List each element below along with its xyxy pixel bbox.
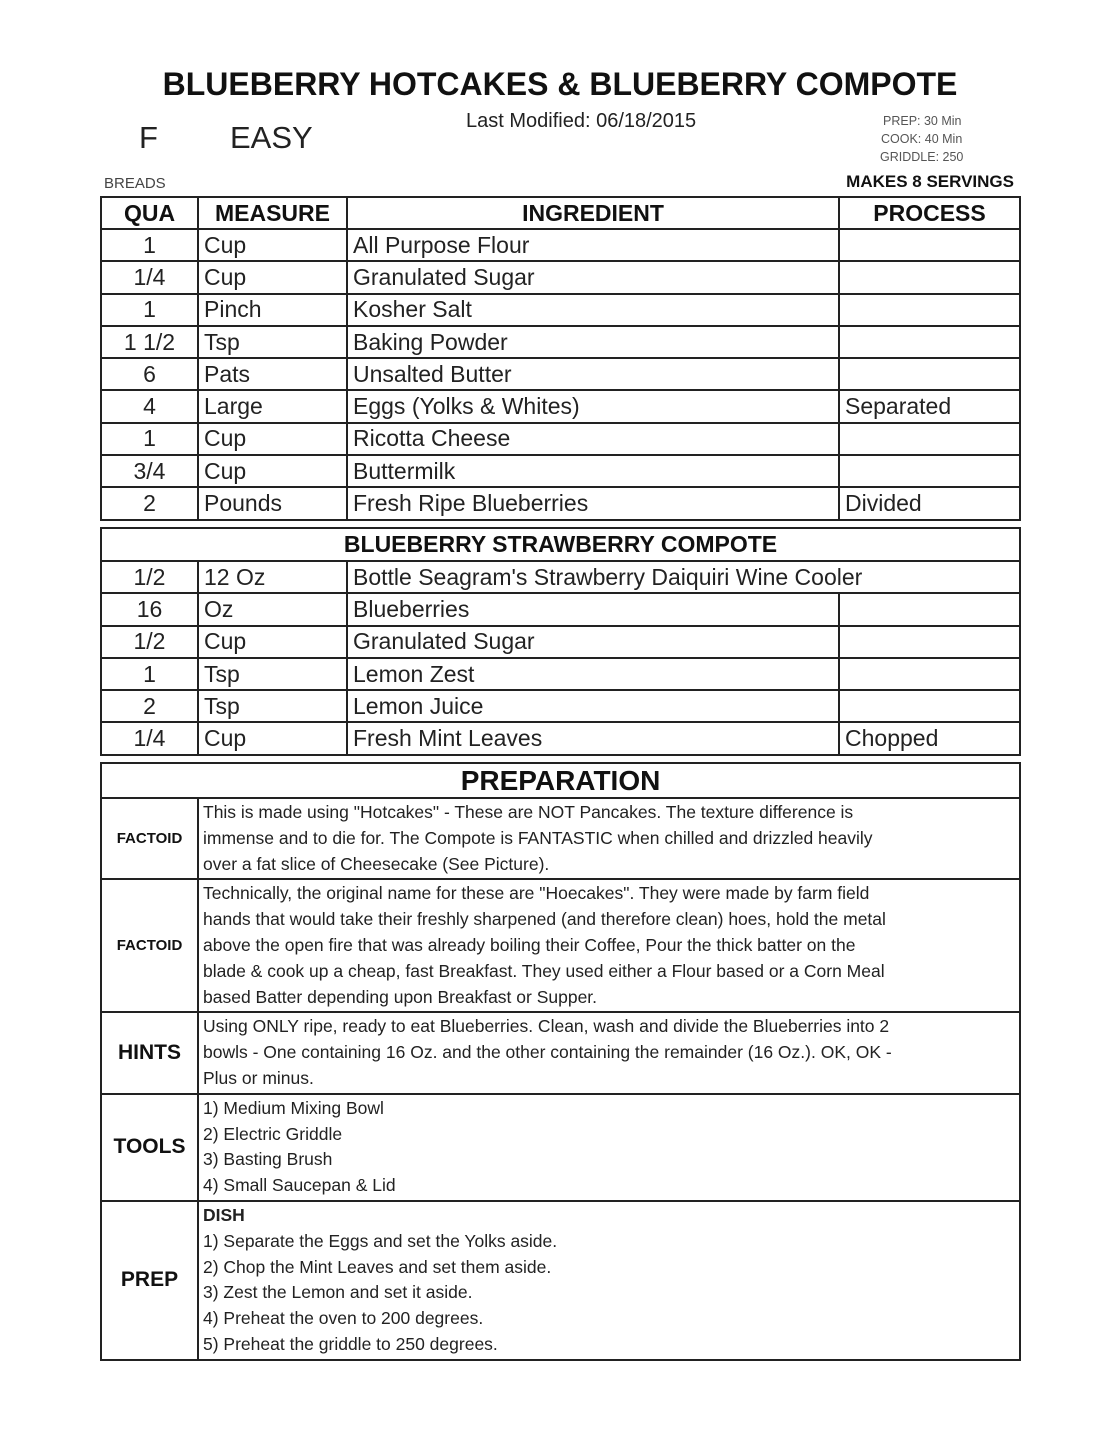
- preparation-title: PREPARATION: [101, 763, 1020, 798]
- griddle-temp: GRIDDLE: 250: [880, 150, 964, 164]
- ingredient-cell: Granulated Sugar: [347, 626, 839, 658]
- ingredient-cell: Fresh Ripe Blueberries: [347, 487, 839, 519]
- quantity-cell: 2: [101, 487, 198, 519]
- prep-step: 2) Chop the Mint Leaves and set them aside.: [203, 1256, 552, 1277]
- quantity-cell: 16: [101, 593, 198, 625]
- quantity-cell: 1: [101, 229, 198, 261]
- ingredient-cell: Kosher Salt: [347, 294, 839, 326]
- ingredient-cell: Unsalted Butter: [347, 358, 839, 390]
- table-row: [101, 593, 1020, 625]
- process-cell: [839, 626, 1020, 658]
- measure-cell: Oz: [198, 593, 347, 625]
- text-line: Technically, the original name for these are "Hoecakes". They were made by farm field: [203, 883, 870, 904]
- cook-time: COOK: 40 Min: [881, 132, 963, 146]
- process-cell: Divided: [839, 487, 1020, 519]
- ingredient-cell: Ricotta Cheese: [347, 423, 839, 455]
- ingredient-cell: Baking Powder: [347, 326, 839, 358]
- prep-step: 1) Separate the Eggs and set the Yolks aside.: [203, 1230, 558, 1251]
- compote-table: [100, 527, 1021, 756]
- text-line: Plus or minus.: [203, 1067, 314, 1088]
- ingredient-cell: Granulated Sugar: [347, 261, 839, 293]
- quantity-cell: 6: [101, 358, 198, 390]
- measure-cell: Tsp: [198, 658, 347, 690]
- tool-item: 1) Medium Mixing Bowl: [203, 1097, 384, 1118]
- prep-steps: [198, 1201, 1020, 1360]
- quantity-cell: 1: [101, 423, 198, 455]
- prep-label: PREP: [101, 1201, 198, 1360]
- preparation-table: [100, 762, 1021, 1361]
- quantity-cell: 1/2: [101, 561, 198, 593]
- factoid-row: [101, 798, 1020, 879]
- table-row: [101, 626, 1020, 658]
- table-row: [101, 722, 1020, 754]
- prep-row: [101, 1201, 1020, 1360]
- factoid-text: [198, 798, 1020, 879]
- measure-cell: Tsp: [198, 690, 347, 722]
- process-cell: [839, 229, 1020, 261]
- preparation-title-row: [101, 763, 1020, 798]
- measure-cell: Tsp: [198, 326, 347, 358]
- column-header-ingredient: INGREDIENT: [347, 197, 839, 229]
- text-line: blade & cook up a cheap, fast Breakfast. They used either a Flour based or a Corn Meal: [203, 960, 885, 981]
- ingredient-cell: Lemon Juice: [347, 690, 839, 722]
- measure-cell: Cup: [198, 229, 347, 261]
- recipe-title: BLUEBERRY HOTCAKES & BLUEBERRY COMPOTE: [162, 66, 958, 102]
- text-line: above the open fire that was already boiling their Coffee, Pour the thick batter on the: [203, 934, 856, 955]
- compote-title-row: [101, 528, 1020, 561]
- prep-time: PREP: 30 Min: [883, 114, 962, 128]
- quantity-cell: 1/4: [101, 261, 198, 293]
- column-header-measure: MEASURE: [198, 197, 347, 229]
- ingredient-cell: Lemon Zest: [347, 658, 839, 690]
- measure-cell: Cup: [198, 722, 347, 754]
- table-row: [101, 294, 1020, 326]
- ingredient-cell: Bottle Seagram's Strawberry Daiquiri Wine Cooler: [347, 561, 1020, 593]
- tool-item: 3) Basting Brush: [203, 1149, 333, 1170]
- quantity-cell: 4: [101, 390, 198, 422]
- text-line: over a fat slice of Cheesecake (See Picture).: [203, 853, 550, 874]
- ingredient-cell: All Purpose Flour: [347, 229, 839, 261]
- process-cell: [839, 261, 1020, 293]
- quantity-cell: 1: [101, 658, 198, 690]
- text-line: immense and to die for. The Compote is FANTASTIC when chilled and drizzled heavily: [203, 827, 873, 848]
- measure-cell: Pinch: [198, 294, 347, 326]
- text-line: Using ONLY ripe, ready to eat Blueberries. Clean, wash and divide the Blueberries into 2: [203, 1016, 890, 1037]
- measure-cell: Pats: [198, 358, 347, 390]
- table-row: [101, 326, 1020, 358]
- process-cell: [839, 455, 1020, 487]
- prep-heading: DISH: [203, 1204, 245, 1225]
- compote-title: BLUEBERRY STRAWBERRY COMPOTE: [101, 528, 1020, 561]
- recipe-times: [880, 112, 963, 166]
- table-row: [101, 658, 1020, 690]
- quantity-cell: 1 1/2: [101, 326, 198, 358]
- recipe-category: BREADS: [104, 175, 166, 192]
- table-row: [101, 690, 1020, 722]
- process-cell: [839, 358, 1020, 390]
- quantity-cell: 1: [101, 294, 198, 326]
- hints-text: [198, 1012, 1020, 1093]
- recipe-rating: F: [139, 120, 158, 155]
- tool-item: 4) Small Saucepan & Lid: [203, 1175, 396, 1196]
- quantity-cell: 2: [101, 690, 198, 722]
- prep-step: 4) Preheat the oven to 200 degrees.: [203, 1308, 484, 1329]
- measure-cell: Cup: [198, 423, 347, 455]
- process-cell: [839, 423, 1020, 455]
- hints-row: [101, 1012, 1020, 1093]
- tools-row: [101, 1094, 1020, 1201]
- measure-cell: Cup: [198, 261, 347, 293]
- measure-cell: Cup: [198, 626, 347, 658]
- measure-cell: 12 Oz: [198, 561, 347, 593]
- text-line: bowls - One containing 16 Oz. and the other containing the remainder (16 Oz.). OK, OK -: [203, 1042, 892, 1063]
- table-row: [101, 229, 1020, 261]
- process-cell: [839, 326, 1020, 358]
- process-cell: [839, 690, 1020, 722]
- ingredient-cell: Blueberries: [347, 593, 839, 625]
- ingredient-cell: Fresh Mint Leaves: [347, 722, 839, 754]
- ingredient-cell: Eggs (Yolks & Whites): [347, 390, 839, 422]
- table-row: [101, 487, 1020, 519]
- process-cell: [839, 593, 1020, 625]
- tools-label: TOOLS: [101, 1094, 198, 1201]
- ingredients-table: [100, 196, 1021, 521]
- table-row: [101, 455, 1020, 487]
- tool-item: 2) Electric Griddle: [203, 1123, 343, 1144]
- table-row: [101, 358, 1020, 390]
- text-line: This is made using "Hotcakes" - These are NOT Pancakes. The texture difference is: [203, 802, 854, 822]
- recipe-servings: MAKES 8 SERVINGS: [846, 172, 1014, 191]
- process-cell: [839, 658, 1020, 690]
- measure-cell: Large: [198, 390, 347, 422]
- factoid-label: FACTOID: [101, 879, 198, 1012]
- measure-cell: Pounds: [198, 487, 347, 519]
- text-line: hands that would take their freshly sharpened (and therefore clean) hoes, hold the metal: [203, 909, 886, 930]
- tools-list: [198, 1094, 1020, 1201]
- last-modified-date: Last Modified: 06/18/2015: [466, 110, 697, 132]
- prep-step: 3) Zest the Lemon and set it aside.: [203, 1282, 473, 1303]
- factoid-text: [198, 879, 1020, 1012]
- process-cell: [839, 294, 1020, 326]
- recipe-difficulty: EASY: [230, 120, 313, 155]
- prep-step: 5) Preheat the griddle to 250 degrees.: [203, 1333, 498, 1354]
- factoid-row: [101, 879, 1020, 1012]
- table-row: [101, 390, 1020, 422]
- hints-label: HINTS: [101, 1012, 198, 1093]
- ingredient-cell: Buttermilk: [347, 455, 839, 487]
- table-row: [101, 261, 1020, 293]
- column-header-process: PROCESS: [839, 197, 1020, 229]
- column-header-qua: QUA: [101, 197, 198, 229]
- quantity-cell: 1/2: [101, 626, 198, 658]
- quantity-cell: 1/4: [101, 722, 198, 754]
- quantity-cell: 3/4: [101, 455, 198, 487]
- measure-cell: Cup: [198, 455, 347, 487]
- process-cell: Separated: [839, 390, 1020, 422]
- factoid-label: FACTOID: [101, 798, 198, 879]
- text-line: based Batter depending upon Breakfast or Supper.: [203, 986, 598, 1007]
- table-header-row: [101, 197, 1020, 229]
- table-row: [101, 423, 1020, 455]
- process-cell: Chopped: [839, 722, 1020, 754]
- table-row: [101, 561, 1020, 593]
